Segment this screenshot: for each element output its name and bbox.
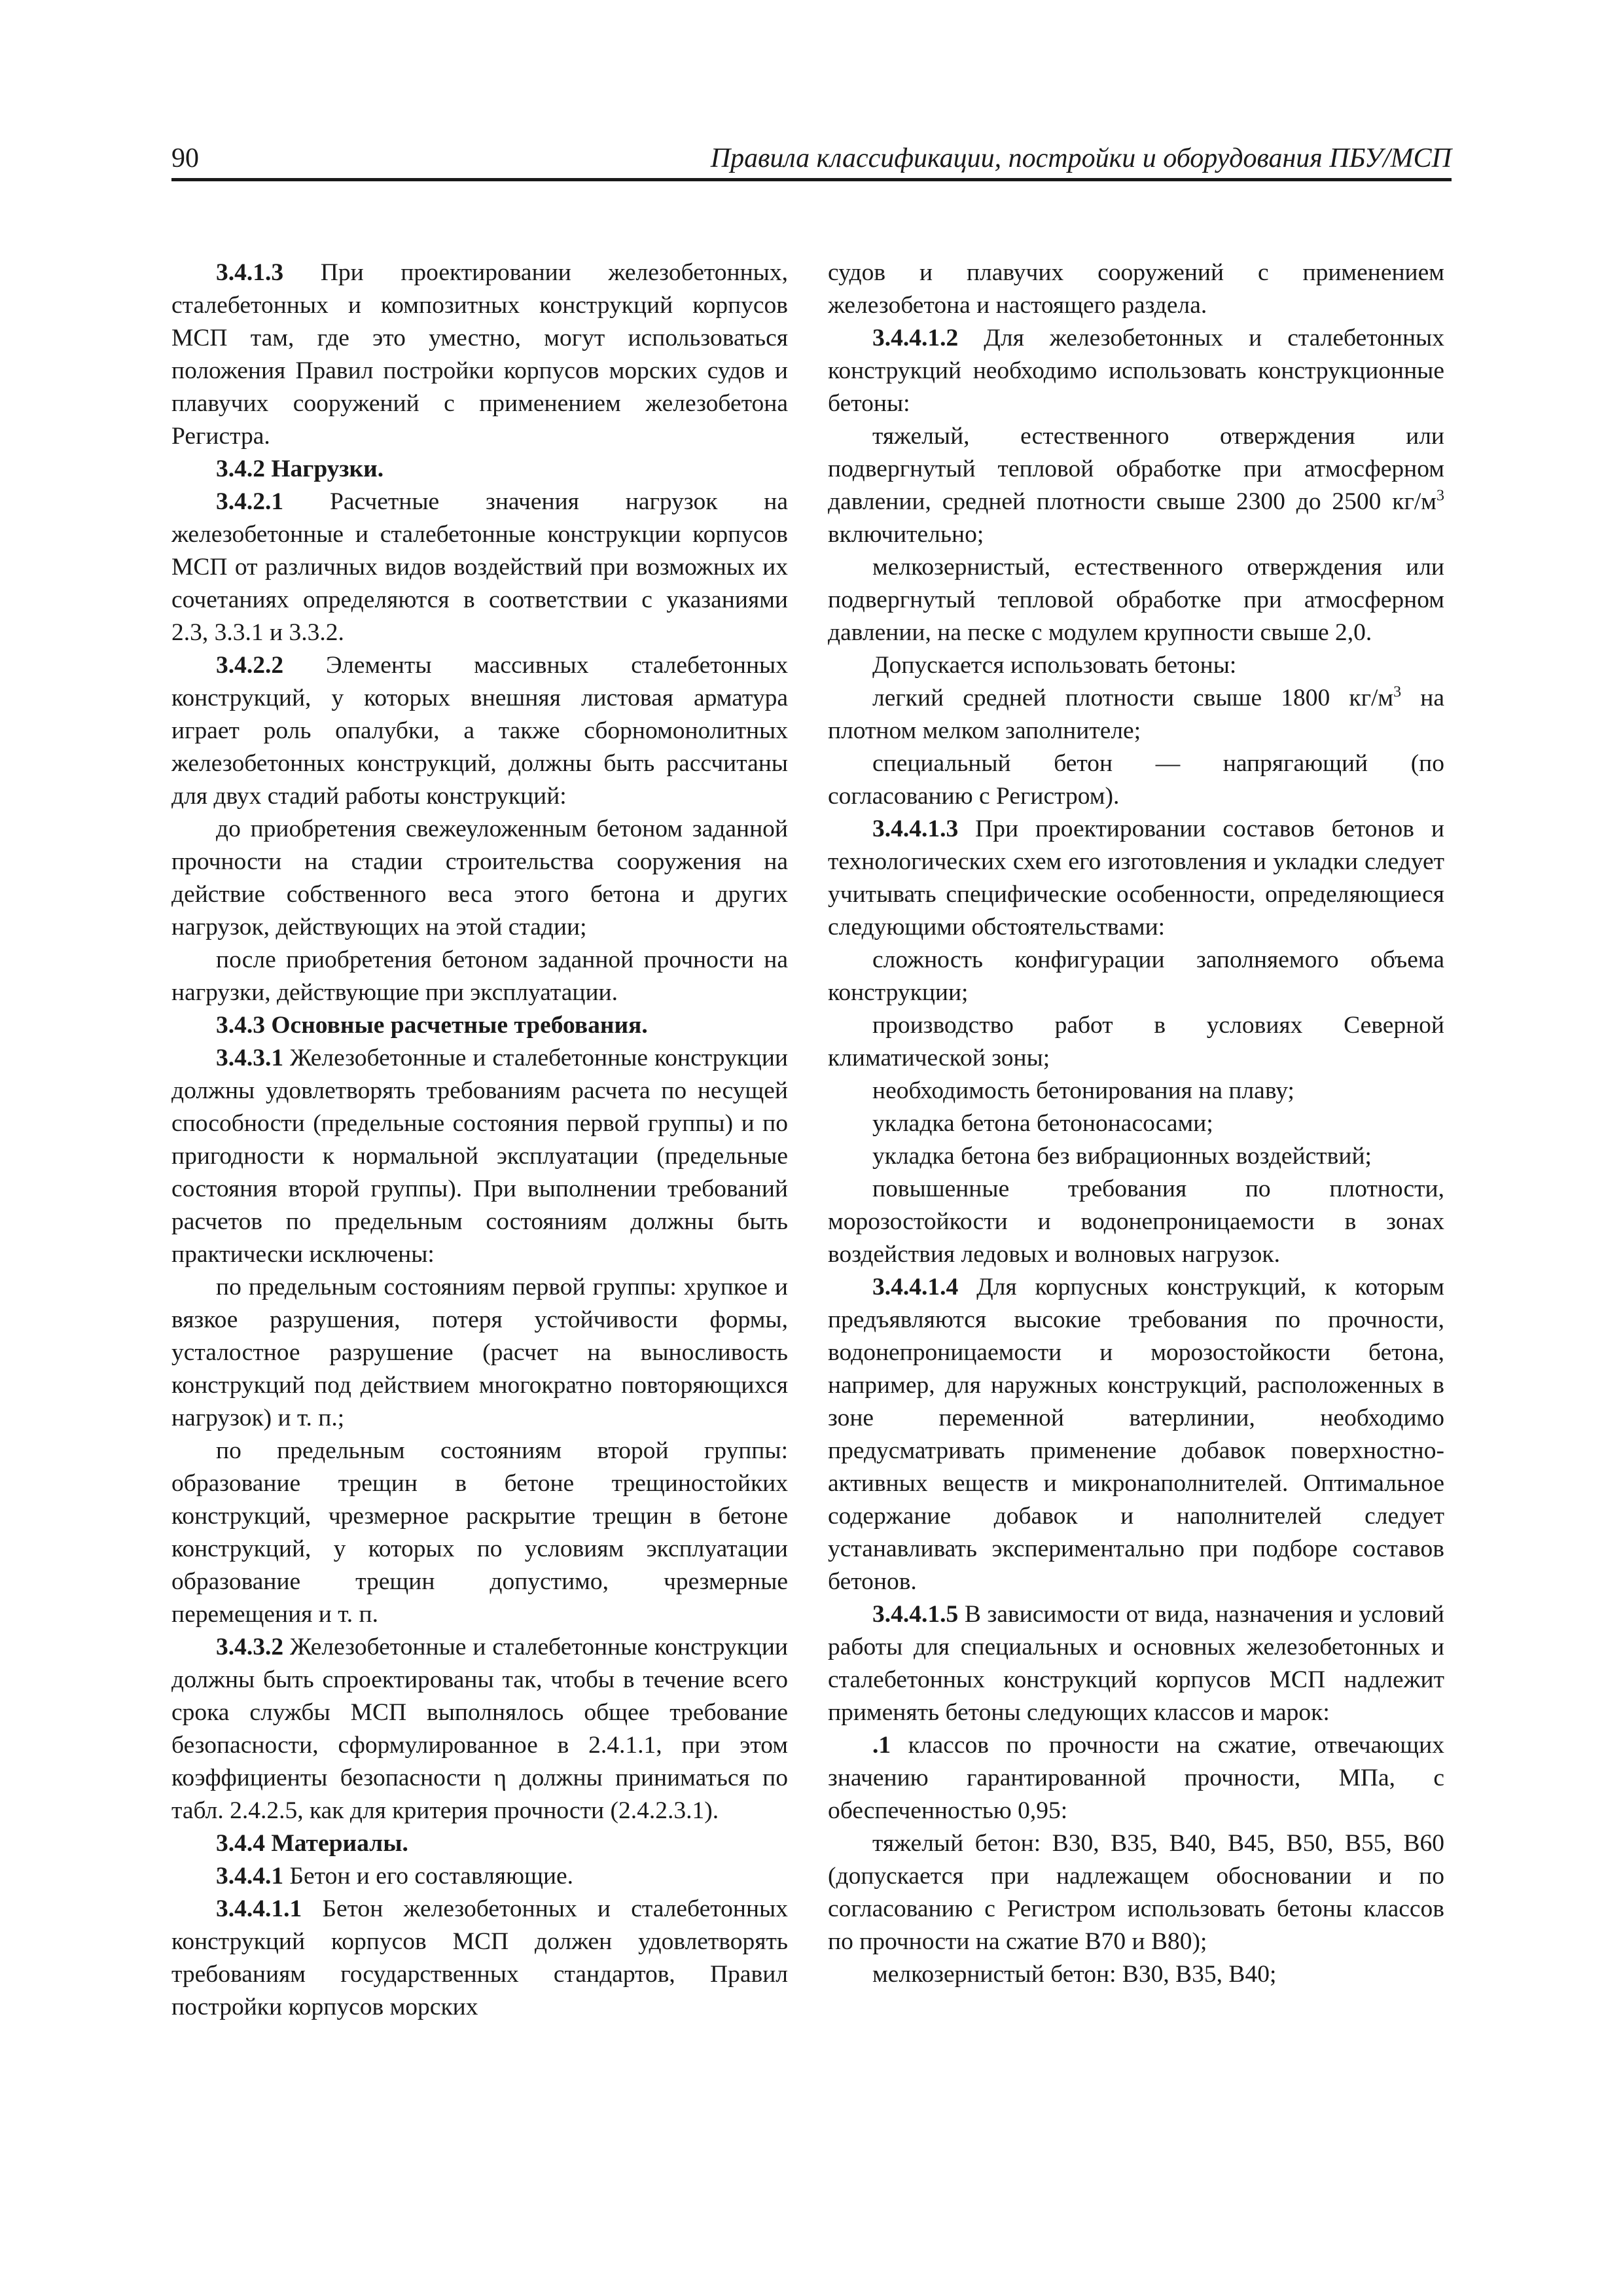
- paragraph-text: специальный бетон — напрягающий (по согласованию с Регистром).: [828, 750, 1444, 810]
- paragraph: [171, 649, 788, 813]
- clause-number: 3.4.2.2: [216, 652, 284, 679]
- paragraph-text: после приобретения бетоном заданной прочности на нагрузки, действующие при эксплуатации.: [171, 946, 788, 1006]
- paragraph: [828, 1271, 1444, 1598]
- paragraph-text: мелкозернистый бетон: В30, В35, В40;: [872, 1961, 1277, 1988]
- paragraph: [828, 1958, 1444, 1991]
- paragraph: [171, 257, 788, 453]
- paragraph-text: укладка бетона бетононасосами;: [872, 1110, 1213, 1137]
- paragraph-text: до приобретения свежеуложенным бетоном заданной прочности на стадии строительства сооружения на действие собственного веса этого бетона и других нагрузок, действующих на этой стадии;: [171, 816, 788, 941]
- paragraph-text: по предельным состояниям первой группы: хрупкое и вязкое разрушения, потеря устойчивости формы, усталостное разрушение (расчет на выносливость конструкций под действием многократно повторяющихся нагрузок) и т. п.;: [171, 1274, 788, 1431]
- paragraph: [828, 551, 1444, 649]
- paragraph-text: мелкозернистый, естественного отверждения или подвергнутый тепловой обработке при атмосферном давлении, на песке с модулем крупности свыше 2,0.: [828, 554, 1444, 646]
- paragraph-text: Допускается использовать бетоны:: [872, 652, 1237, 679]
- paragraph: [171, 1435, 788, 1631]
- paragraph: [171, 486, 788, 649]
- paragraph-text: Бетон и его составляющие.: [283, 1863, 574, 1890]
- paragraph-text: сложность конфигурации заполняемого объема конструкции;: [828, 946, 1444, 1006]
- paragraph: [828, 1729, 1444, 1827]
- page-header: [171, 137, 1452, 181]
- clause-number: 3.4.4.1.4: [872, 1274, 959, 1300]
- paragraph-text: Железобетонные и сталебетонные конструкции должны удовлетворять требованиям расчета по несущей способности (предельные состояния первой группы) и по пригодности к нормальной эксплуатации (предельные состояния второй группы). При выполнении требований расчетов по предельным состояниям должны быть практически исключены:: [171, 1045, 788, 1268]
- paragraph: [171, 944, 788, 1009]
- paragraph-text: Бетон железобетонных и сталебетонных конструкций корпусов МСП должен удовлетворять требованиям государственных стандартов, Правил постройки корпусов морских: [171, 1895, 788, 2020]
- paragraph-text: судов и плавучих сооружений с применением железобетона и настоящего раздела.: [828, 259, 1444, 319]
- paragraph-text: легкий средней плотности свыше 1800 кг/м: [872, 685, 1394, 711]
- paragraph: [171, 1893, 788, 2024]
- paragraph-text: При проектировании составов бетонов и технологических схем его изготовления и укладки следует учитывать специфические особенности, определяющиеся следующими обстоятельствами:: [828, 816, 1444, 941]
- clause-number: 3.4.2.1: [216, 488, 284, 515]
- paragraph-text: Элементы массивных сталебетонных конструкций, у которых внешняя листовая арматура играет роль опалубки, а также сборномонолитных железобетонных конструкций, должны быть рассчитаны для двух стадий работы конструкций:: [171, 652, 788, 810]
- paragraph: [828, 682, 1444, 747]
- paragraph-text: производство работ в условиях Северной климатической зоны;: [828, 1012, 1444, 1071]
- paragraph: [828, 747, 1444, 813]
- clause-number: 3.4.4.1.1: [216, 1895, 302, 1922]
- clause-number: 3.4.3.1: [216, 1045, 284, 1071]
- clause-number: 3.4.4.1.3: [872, 816, 959, 842]
- page-number: 90: [171, 143, 199, 173]
- clause-number: 3.4.1.3: [216, 259, 284, 286]
- paragraph: [828, 1107, 1444, 1140]
- superscript: 3: [1436, 487, 1444, 505]
- paragraph: [171, 1271, 788, 1435]
- paragraph-text: повышенные требования по плотности, морозостойкости и водонепроницаемости в зонах воздействия ледовых и волновых нагрузок.: [828, 1175, 1444, 1268]
- paragraph: [828, 1140, 1444, 1173]
- superscript: 3: [1393, 683, 1402, 701]
- paragraph-text: Железобетонные и сталебетонные конструкции должны быть спроектированы так, чтобы в течение всего срока службы МСП выполнялось общее требование безопасности, сформулированное в 2.4.1.1, при этом коэффициенты безопасности η должны приниматься по табл. 2.4.2.5, как для критерия прочности (2.4.2.3.1).: [171, 1634, 788, 1824]
- paragraph: [828, 257, 1444, 322]
- paragraph: [171, 813, 788, 944]
- paragraph: [828, 1075, 1444, 1107]
- paragraph-text: Расчетные значения нагрузок на железобетонные и сталебетонные конструкции корпусов МСП от различных видов воздействий при возможных их сочетаниях определяются в соответствии с указаниями 2.3, 3.3.1 и 3.3.2.: [171, 488, 788, 646]
- paragraph-text: по предельным состояниям второй группы: образование трещин в бетоне трещиностойких конструкций, чрезмерное раскрытие трещин в бетоне конструкций, у которых по условиям эксплуатации образование трещин допустимо, чрезмерные перемещения и т. п.: [171, 1437, 788, 1628]
- paragraph-text: Для железобетонных и сталебетонных конструкций необходимо использовать конструкционные бетоны:: [828, 325, 1444, 417]
- paragraph-text: Для корпусных конструкций, к которым предъявляются высокие требования по прочности, водонепроницаемости и морозостойкости бетона, например, для наружных конструкций, расположенных в зоне переменной ватерлинии, необходимо предусматривать применение добавок поверхностно-активных веществ и микронаполнителей. Оптимальное содержание добавок и наполнителей следует устанавливать экспериментально при подборе составов бетонов.: [828, 1274, 1444, 1595]
- paragraph: [828, 944, 1444, 1009]
- left-column: [171, 257, 788, 2142]
- section-heading: 3.4.4 Материалы.: [216, 1830, 408, 1857]
- paragraph: [171, 1860, 788, 1893]
- paragraph: [828, 1827, 1444, 1958]
- paragraph-text: укладка бетона без вибрационных воздействий;: [872, 1143, 1372, 1170]
- paragraph-text-tail: на плотном мелком заполнителе;: [828, 685, 1444, 744]
- paragraph-text: В зависимости от вида, назначения и условий работы для специальных и основных железобетонных и сталебетонных конструкций корпусов МСП надлежит применять бетоны следующих классов и марок:: [828, 1601, 1444, 1726]
- paragraph-text-tail: включительно;: [828, 521, 984, 548]
- paragraph: [828, 649, 1444, 682]
- paragraph-text: тяжелый, естественного отверждения или подвергнутый тепловой обработке при атмосферном давлении, средней плотности свыше 2300 до 2500 кг/м: [828, 423, 1444, 515]
- paragraph: [828, 813, 1444, 944]
- paragraph: [828, 1598, 1444, 1729]
- section-heading: 3.4.2 Нагрузки.: [216, 456, 384, 482]
- clause-number: .1: [872, 1732, 891, 1759]
- paragraph: [828, 1173, 1444, 1271]
- paragraph: [828, 420, 1444, 551]
- paragraph-text: тяжелый бетон: В30, В35, В40, В45, В50, В55, В60 (допускается при надлежащем обосновании и по согласованию с Регистром использовать бетоны классов по прочности на сжатие В70 и В80);: [828, 1830, 1444, 1955]
- paragraph-text: необходимость бетонирования на плаву;: [872, 1077, 1294, 1104]
- clause-number: 3.4.4.1.2: [872, 325, 959, 351]
- paragraph-text: классов по прочности на сжатие, отвечающих значению гарантированной прочности, МПа, с обеспеченностью 0,95:: [828, 1732, 1444, 1824]
- paragraph: [828, 322, 1444, 420]
- clause-number: 3.4.4.1: [216, 1863, 284, 1890]
- right-column: [828, 257, 1444, 2142]
- paragraph: [828, 1009, 1444, 1075]
- clause-number: 3.4.4.1.5: [872, 1601, 959, 1628]
- paragraph: [171, 1042, 788, 1271]
- paragraph: [171, 1631, 788, 1827]
- paragraph-text: При проектировании железобетонных, сталебетонных и композитных конструкций корпусов МСП там, где это уместно, могут использоваться положения Правил постройки корпусов морских судов и плавучих сооружений с применением железобетона Регистра.: [171, 259, 788, 450]
- section-heading: 3.4.3 Основные расчетные требования.: [216, 1012, 648, 1039]
- clause-number: 3.4.3.2: [216, 1634, 284, 1660]
- running-title: Правила классификации, постройки и оборудования ПБУ/МСП: [710, 143, 1452, 173]
